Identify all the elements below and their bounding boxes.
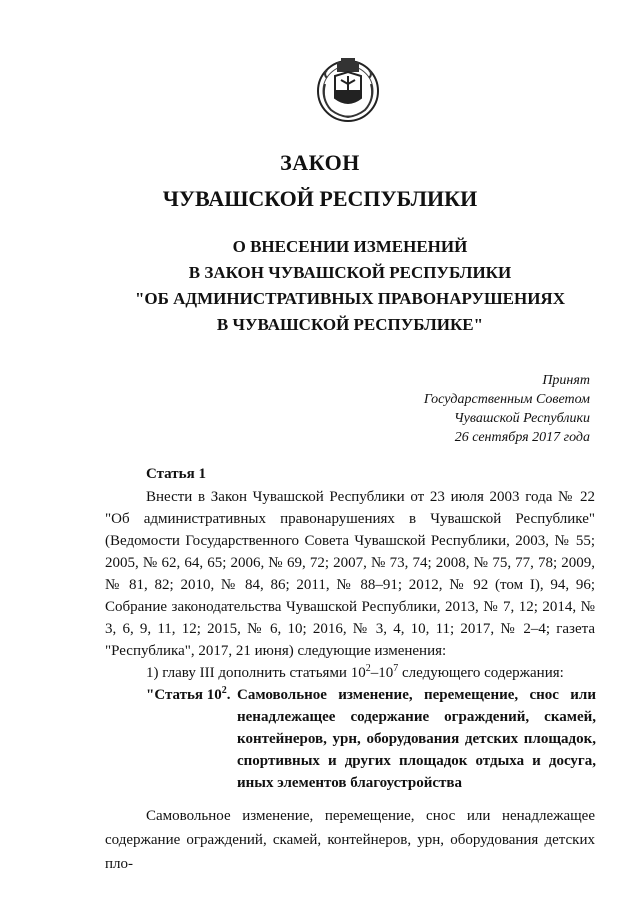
subtitle-line: О ВНЕСЕНИИ ИЗМЕНЕНИЙ xyxy=(232,237,468,256)
adoption-line: Принят xyxy=(542,373,590,388)
new-article-title: Самовольное изменение, перемещение, снос или ненадлежащее содержание ограждений, скамей, контейнеров, урн, оборудования детских площадок, спортивных и других площадок отдыха и досуга, иных элементов благоустройства xyxy=(237,687,596,791)
adoption-note xyxy=(400,371,590,447)
adoption-line: Чувашской Республики xyxy=(454,411,590,426)
article-paragraph: Самовольное изменение, перемещение, снос или ненадлежащее содержание ограждений, скамей, контейнеров, урн, оборудования детских пло- xyxy=(105,808,595,872)
law-subtitle xyxy=(0,234,640,338)
new-article-body xyxy=(105,804,595,876)
article-paragraph: Внести в Закон Чувашской Республики от 23 июля 2003 года № 22 "Об административных правонарушениях в Чувашской Республике" (Ведомости Государственного Совета Чувашской Республики, 2003, № 55; 2005, № 62, 64, 65; 2006, № 69, 72; 2007, № 73, 74; 2008, № 75, 77, 78; 2009, № 81, 82; 2010, № 84, 86; 2011, № 88–91; 2012, № 92 (том I), 94, 96; Собрание законодательства Чувашской Республики, 2013, № 7, 12; 2014, № 3, 6, 9, 11, 12; 2015, № 6, 10; 2016, № 3, 4, 10, 11; 2017, № 2–4; газета "Республика", 2017, 21 июня) следующие изменения: xyxy=(105,489,595,659)
item-text: следующего содержания: xyxy=(398,665,564,681)
article-body xyxy=(105,486,595,662)
superscript: 7 xyxy=(393,663,399,674)
chuvash-republic-emblem-icon xyxy=(313,54,383,124)
adoption-line: Государственным Советом xyxy=(423,392,590,407)
label-text: "Статья 10 xyxy=(146,687,222,703)
subtitle-line: В ЗАКОН ЧУВАШСКОЙ РЕСПУБЛИКИ xyxy=(188,263,512,282)
adoption-date: 26 сентября 2017 года xyxy=(454,430,590,445)
law-region: ЧУВАШСКОЙ РЕСПУБЛИКИ xyxy=(162,186,478,211)
list-item xyxy=(146,662,564,684)
subtitle-line: "ОБ АДМИНИСТРАТИВНЫХ ПРАВОНАРУШЕНИЯХ xyxy=(134,289,565,308)
item-text: 1) главу III дополнить статьями 10 xyxy=(146,665,366,681)
superscript: 2 xyxy=(221,685,227,696)
article-heading: Статья 1 xyxy=(146,466,206,482)
law-title: ЗАКОН xyxy=(280,150,360,175)
label-text: . xyxy=(226,687,231,703)
superscript: 2 xyxy=(365,663,371,674)
item-text: –10 xyxy=(370,665,394,681)
new-article-label xyxy=(146,684,231,706)
subtitle-line: В ЧУВАШСКОЙ РЕСПУБЛИКЕ" xyxy=(216,315,484,334)
